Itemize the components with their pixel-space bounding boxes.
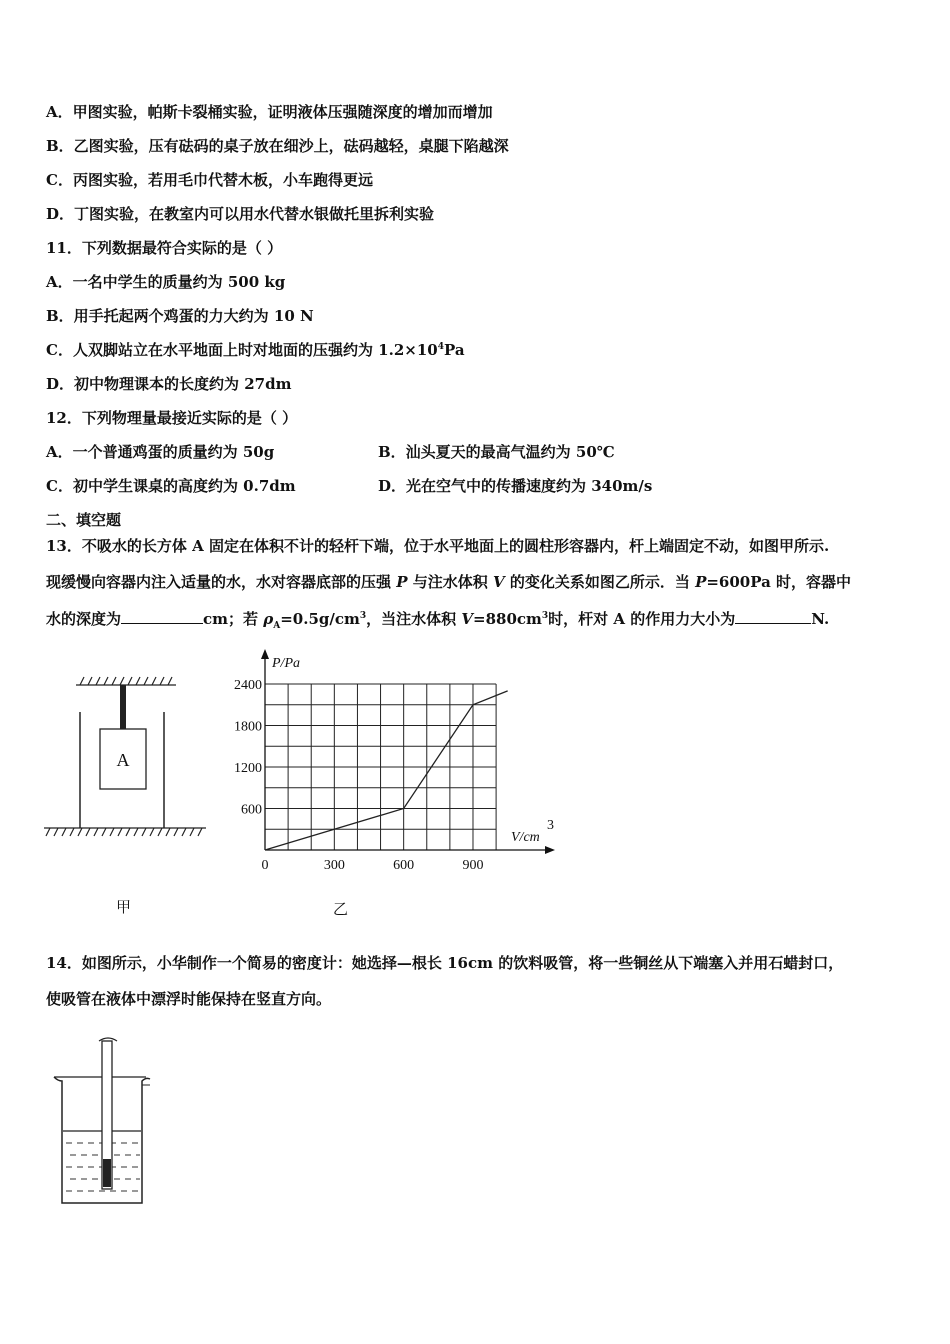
q13-var-p: P [396,573,408,591]
q11-option-c [46,340,465,360]
y-tick-label: 600 [241,802,262,818]
q13-line3-text-f: 时，杆对 A 的作用力大小为 [548,610,736,628]
q11-option-a: A．一名中学生的质量约为 500 kg [46,273,286,291]
q13-unit-sup2: 3 [541,611,549,621]
x-tick-labels [262,858,484,873]
figure-jia-caption: 甲 [116,898,132,916]
chart-grid [265,684,496,850]
q13-line3-text-d: ，当注水体积 [366,610,462,628]
figure-beaker [46,1035,166,1215]
q13-line3 [46,609,829,629]
q11-option-c-text: C．人双脚站立在水平地面上时对地面的压强约为 1.2×10 [46,341,438,359]
y-tick-labels [234,678,262,818]
q13-answer-blank-2[interactable] [735,609,811,624]
q13-line1: 13．不吸水的长方体 A 固定在体积不计的轻杆下端，位于水平地面上的圆柱形容器内，杆上端固定不动，如图甲所示. [46,537,830,555]
q13-rho-subscript: A [273,621,281,631]
q13-var-v: V [492,573,505,591]
section-title: 二、填空题 [46,511,122,529]
q12-option-c: C．初中学生课桌的高度约为 0.7dm [46,477,296,495]
y-tick-label: 1800 [234,719,262,735]
q13-var-v2: V [461,610,473,628]
rod [120,685,126,729]
q14-line1: 14．如图所示，小华制作一个简易的密度计：她选择—根长 16cm 的饮料吸管，将一些铜丝从下端塞入并用石蜡封口， [46,954,844,972]
q13-line3-text-b: cm；若 [203,610,264,628]
figure-jia [40,670,215,850]
q11-stem: 11．下列数据最符合实际的是（ ） [46,239,283,257]
series-line-p-v [265,691,508,850]
x-axis-label-sup: 3 [547,818,554,833]
q13-var-p2: P [695,573,707,591]
q14-line2: 使吸管在液体中漂浮时能保持在竖直方向。 [46,990,332,1008]
q13-line2-text-b: 与注水体积 [407,573,493,591]
q11-option-c-unit: Pa [443,341,465,359]
block-a-label: A [116,750,130,770]
q13-line2 [46,572,851,592]
q11-option-d: D．初中物理课本的长度约为 27dm [46,375,292,393]
y-tick-label: 2400 [234,677,262,693]
q10-option-b: B．乙图实验，压有砝码的桌子放在细沙上，砝码越轻，桌腿下陷越深 [46,137,509,155]
figure-yi-caption: 乙 [333,900,349,918]
x-tick-label: 600 [393,858,415,873]
floor-hatch [44,828,206,836]
y-tick-label: 1200 [234,760,262,776]
figure-yi-chart [215,645,565,885]
q13-answer-blank-1[interactable] [121,609,203,624]
ceiling-hatch [76,677,176,685]
q13-line2-text-a: 现缓慢向容器内注入适量的水，水对容器底部的压强 [46,573,397,591]
q12-option-b: B．汕头夏天的最高气温约为 50℃ [378,443,615,461]
q11-option-c-exponent: 4 [437,342,444,352]
q13-line3-text-a: 水的深度为 [46,610,122,628]
x-tick-label: 300 [323,858,345,873]
q13-line3-text-g: N. [811,610,830,628]
q10-option-a: A．甲图实验，帕斯卡裂桶实验，证明液体压强随深度的增加而增加 [46,103,493,121]
q10-option-c: C．丙图实验，若用毛巾代替木板，小车跑得更远 [46,171,373,189]
y-axis-label: P/Pa [272,656,300,671]
q13-unit-sup: 3 [359,611,367,621]
q13-line3-text-e: =880cm [473,610,542,628]
q10-option-d: D．丁图实验，在教室内可以用水代替水银做托里拆利实验 [46,205,435,223]
q12-option-d: D．光在空气中的传播速度约为 340m/s [378,477,653,495]
x-tick-label: 900 [462,858,484,873]
q11-option-b: B．用手托起两个鸡蛋的力大约为 10 N [46,307,314,325]
q13-rho: ρ [263,610,274,628]
q13-line2-text-d: =600Pa 时，容器中 [706,573,852,591]
copper-wire-plug [103,1159,111,1187]
x-axis-arrow [545,846,555,854]
q13-line3-text-c: =0.5g/cm [280,610,360,628]
x-tick-label: 0 [261,858,269,873]
q12-option-a: A．一个普通鸡蛋的质量约为 50g [46,443,275,461]
y-axis-arrow [261,649,269,659]
q13-line2-text-c: 的变化关系如图乙所示．当 [504,573,696,591]
q12-stem: 12．下列物理量最接近实际的是（ ） [46,409,298,427]
x-axis-label: V/cm [511,830,540,845]
